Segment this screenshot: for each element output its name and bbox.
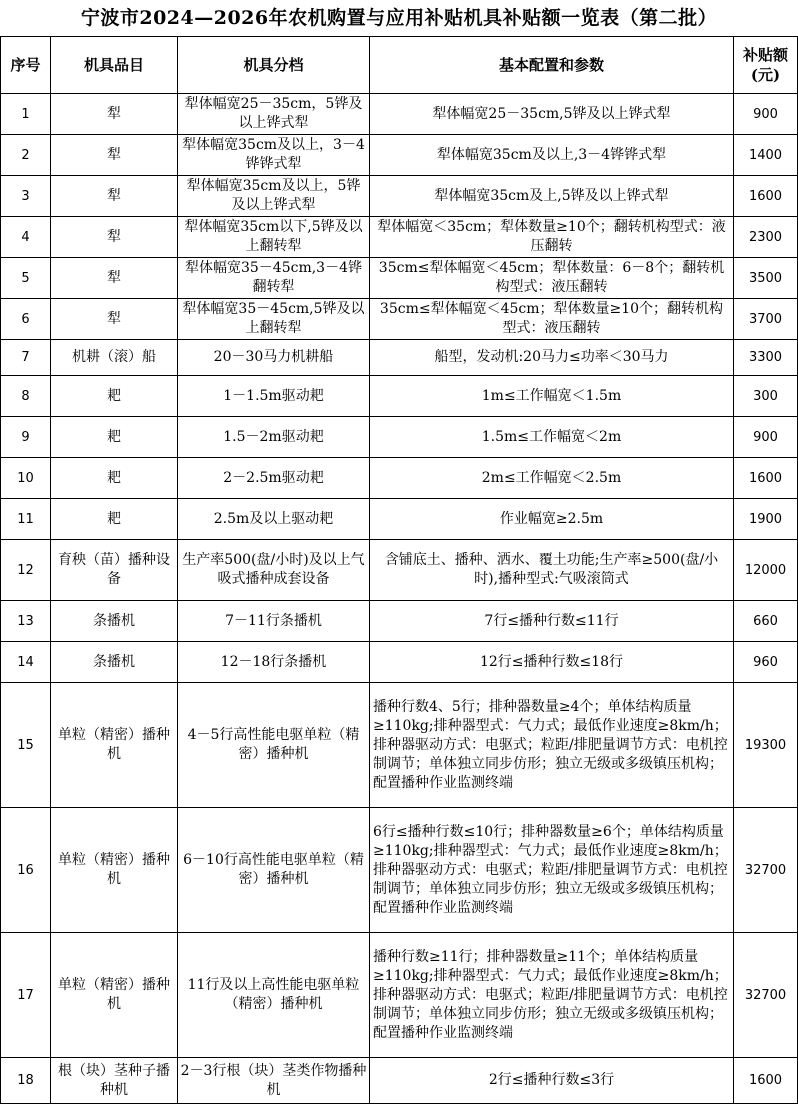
- row-item-cell: 单粒（精密）播种机: [51, 683, 178, 808]
- row-item-cell: 耙: [51, 376, 178, 417]
- header-config: 基本配置和参数: [370, 37, 734, 94]
- row-config-cell: 7行≤播种行数≤11行: [370, 601, 734, 642]
- row-index-cell: 13: [1, 601, 51, 642]
- row-subsidy-cell: 32700: [734, 933, 798, 1058]
- row-grade-cell: 1－1.5m驱动耙: [178, 376, 370, 417]
- row-grade-cell: 12－18行条播机: [178, 642, 370, 683]
- row-grade-cell: 犁体幅宽35－45cm,5铧及以上翻转犁: [178, 299, 370, 340]
- row-index-cell: 6: [1, 299, 51, 340]
- row-item-cell: 单粒（精密）播种机: [51, 808, 178, 933]
- row-subsidy-cell: 1600: [734, 1058, 798, 1104]
- row-index-cell: 14: [1, 642, 51, 683]
- row-index-cell: 2: [1, 135, 51, 176]
- row-config-cell: 2行≤播种行数≤3行: [370, 1058, 734, 1104]
- table-row: [1, 376, 798, 417]
- row-subsidy-cell: 1600: [734, 176, 798, 217]
- row-subsidy-cell: 3300: [734, 340, 798, 376]
- row-subsidy-cell: 1600: [734, 458, 798, 499]
- row-item-cell: 耙: [51, 499, 178, 540]
- row-index-cell: 9: [1, 417, 51, 458]
- row-config-cell: 1.5m≤工作幅宽＜2m: [370, 417, 734, 458]
- row-item-cell: 犁: [51, 94, 178, 135]
- row-grade-cell: 7－11行条播机: [178, 601, 370, 642]
- document-title: 宁波市2024—2026年农机购置与应用补贴机具补贴额一览表（第二批）: [80, 7, 718, 29]
- row-item-cell: 犁: [51, 135, 178, 176]
- row-grade-cell: 犁体幅宽35cm及以上，5铧及以上铧式犁: [178, 176, 370, 217]
- row-grade-cell: 1.5－2m驱动耙: [178, 417, 370, 458]
- row-index-cell: 11: [1, 499, 51, 540]
- table-row: [1, 642, 798, 683]
- row-subsidy-cell: 660: [734, 601, 798, 642]
- header-item: 机具品目: [51, 37, 178, 94]
- row-index-cell: 18: [1, 1058, 51, 1104]
- row-index-cell: 15: [1, 683, 51, 808]
- table-row: [1, 94, 798, 135]
- row-config-cell: 1m≤工作幅宽＜1.5m: [370, 376, 734, 417]
- row-subsidy-cell: 1900: [734, 499, 798, 540]
- row-grade-cell: 11行及以上高性能电驱单粒（精密）播种机: [178, 933, 370, 1058]
- row-grade-cell: 犁体幅宽35－45cm,3－4铧翻转犁: [178, 258, 370, 299]
- row-grade-cell: 犁体幅宽35cm以下,5铧及以上翻转犁: [178, 217, 370, 258]
- subsidy-table: [0, 36, 798, 1104]
- row-subsidy-cell: 960: [734, 642, 798, 683]
- row-config-cell: 35cm≤犁体幅宽＜45cm；犁体数量≥10个；翻转机构型式：液压翻转: [370, 299, 734, 340]
- row-config-cell: 犁体幅宽＜35cm；犁体数量≥10个；翻转机构型式：液压翻转: [370, 217, 734, 258]
- row-grade-cell: 20－30马力机耕船: [178, 340, 370, 376]
- table-body: [1, 94, 798, 1104]
- row-subsidy-cell: 19300: [734, 683, 798, 808]
- row-config-cell: 船型，发动机:20马力≤功率＜30马力: [370, 340, 734, 376]
- row-subsidy-cell: 900: [734, 417, 798, 458]
- table-row: [1, 601, 798, 642]
- row-config-cell: 犁体幅宽35cm及以上,3－4铧铧式犁: [370, 135, 734, 176]
- row-subsidy-cell: 3500: [734, 258, 798, 299]
- row-item-cell: 条播机: [51, 642, 178, 683]
- row-index-cell: 3: [1, 176, 51, 217]
- table-row: [1, 135, 798, 176]
- row-item-cell: 犁: [51, 217, 178, 258]
- table-row: [1, 540, 798, 601]
- row-grade-cell: 4－5行高性能电驱单粒（精密）播种机: [178, 683, 370, 808]
- table-row: [1, 808, 798, 933]
- table-row: [1, 299, 798, 340]
- row-item-cell: 犁: [51, 176, 178, 217]
- row-config-cell: 犁体幅宽35cm及上,5铧及以上铧式犁: [370, 176, 734, 217]
- header-subsidy-line2: (元): [750, 66, 781, 84]
- table-row: [1, 683, 798, 808]
- row-item-cell: 耙: [51, 417, 178, 458]
- row-grade-cell: 6－10行高性能电驱单粒（精密）播种机: [178, 808, 370, 933]
- table-row: [1, 417, 798, 458]
- row-item-cell: 条播机: [51, 601, 178, 642]
- row-grade-cell: 2－2.5m驱动耙: [178, 458, 370, 499]
- row-index-cell: 1: [1, 94, 51, 135]
- header-grade: 机具分档: [178, 37, 370, 94]
- row-index-cell: 17: [1, 933, 51, 1058]
- row-config-cell: 含铺底土、播种、洒水、覆土功能;生产率≥500(盘/小时),播种型式:气吸滚筒式: [370, 540, 734, 601]
- row-config-cell: 作业幅宽≥2.5m: [370, 499, 734, 540]
- table-row: [1, 217, 798, 258]
- row-item-cell: 犁: [51, 258, 178, 299]
- table-row: [1, 458, 798, 499]
- row-subsidy-cell: 300: [734, 376, 798, 417]
- header-subsidy: [734, 37, 798, 94]
- table-row: [1, 1058, 798, 1104]
- table-row: [1, 176, 798, 217]
- row-index-cell: 10: [1, 458, 51, 499]
- row-grade-cell: 2－3行根（块）茎类作物播种机: [178, 1058, 370, 1104]
- row-subsidy-cell: 1400: [734, 135, 798, 176]
- row-grade-cell: 犁体幅宽25－35cm，5铧及以上铧式犁: [178, 94, 370, 135]
- row-config-cell: 35cm≤犁体幅宽＜45cm；犁体数量：6－8个；翻转机构型式：液压翻转: [370, 258, 734, 299]
- row-subsidy-cell: 32700: [734, 808, 798, 933]
- row-item-cell: 犁: [51, 299, 178, 340]
- row-subsidy-cell: 900: [734, 94, 798, 135]
- row-index-cell: 12: [1, 540, 51, 601]
- row-item-cell: 育秧（苗）播种设备: [51, 540, 178, 601]
- row-config-cell: 犁体幅宽25－35cm,5铧及以上铧式犁: [370, 94, 734, 135]
- row-subsidy-cell: 2300: [734, 217, 798, 258]
- row-item-cell: 单粒（精密）播种机: [51, 933, 178, 1058]
- row-config-cell: 12行≤播种行数≤18行: [370, 642, 734, 683]
- table-row: [1, 340, 798, 376]
- table-row: [1, 258, 798, 299]
- header-row: [1, 37, 798, 94]
- table-row: [1, 499, 798, 540]
- row-index-cell: 4: [1, 217, 51, 258]
- row-grade-cell: 犁体幅宽35cm及以上，3－4铧铧式犁: [178, 135, 370, 176]
- row-item-cell: 耙: [51, 458, 178, 499]
- row-grade-cell: 生产率500(盘/小时)及以上气吸式播种成套设备: [178, 540, 370, 601]
- header-index: 序号: [1, 37, 51, 94]
- row-index-cell: 5: [1, 258, 51, 299]
- row-config-cell: 播种行数4、5行；排种器数量≥4个；单体结构质量≥110kg;排种器型式：气力式；最低作业速度≥8km/h；排种器驱动方式：电驱式；粒距/排肥量调节方式：电机控制调节；单体独立同步仿形；独立无级或多级镇压机构；配置播种作业监测终端: [370, 683, 734, 808]
- header-subsidy-line1: 补贴额: [742, 46, 788, 64]
- row-subsidy-cell: 12000: [734, 540, 798, 601]
- row-index-cell: 7: [1, 340, 51, 376]
- row-config-cell: 播种行数≥11行；排种器数量≥11个；单体结构质量≥110kg;排种器型式：气力式；最低作业速度≥8km/h；排种器驱动方式：电驱式；粒距/排肥量调节方式：电机控制调节；单体独立同步仿形；独立无级或多级镇压机构；配置播种作业监测终端: [370, 933, 734, 1058]
- table-row: [1, 933, 798, 1058]
- row-subsidy-cell: 3700: [734, 299, 798, 340]
- row-item-cell: 机耕（滚）船: [51, 340, 178, 376]
- row-config-cell: 2m≤工作幅宽＜2.5m: [370, 458, 734, 499]
- row-index-cell: 8: [1, 376, 51, 417]
- row-index-cell: 16: [1, 808, 51, 933]
- row-config-cell: 6行≤播种行数≤10行；排种器数量≥6个；单体结构质量≥110kg;排种器型式：气力式；最低作业速度≥8km/h；排种器驱动方式：电驱式；粒距/排肥量调节方式：电机控制调节；单体独立同步仿形；独立无级或多级镇压机构；配置播种作业监测终端: [370, 808, 734, 933]
- row-grade-cell: 2.5m及以上驱动耙: [178, 499, 370, 540]
- row-item-cell: 根（块）茎种子播种机: [51, 1058, 178, 1104]
